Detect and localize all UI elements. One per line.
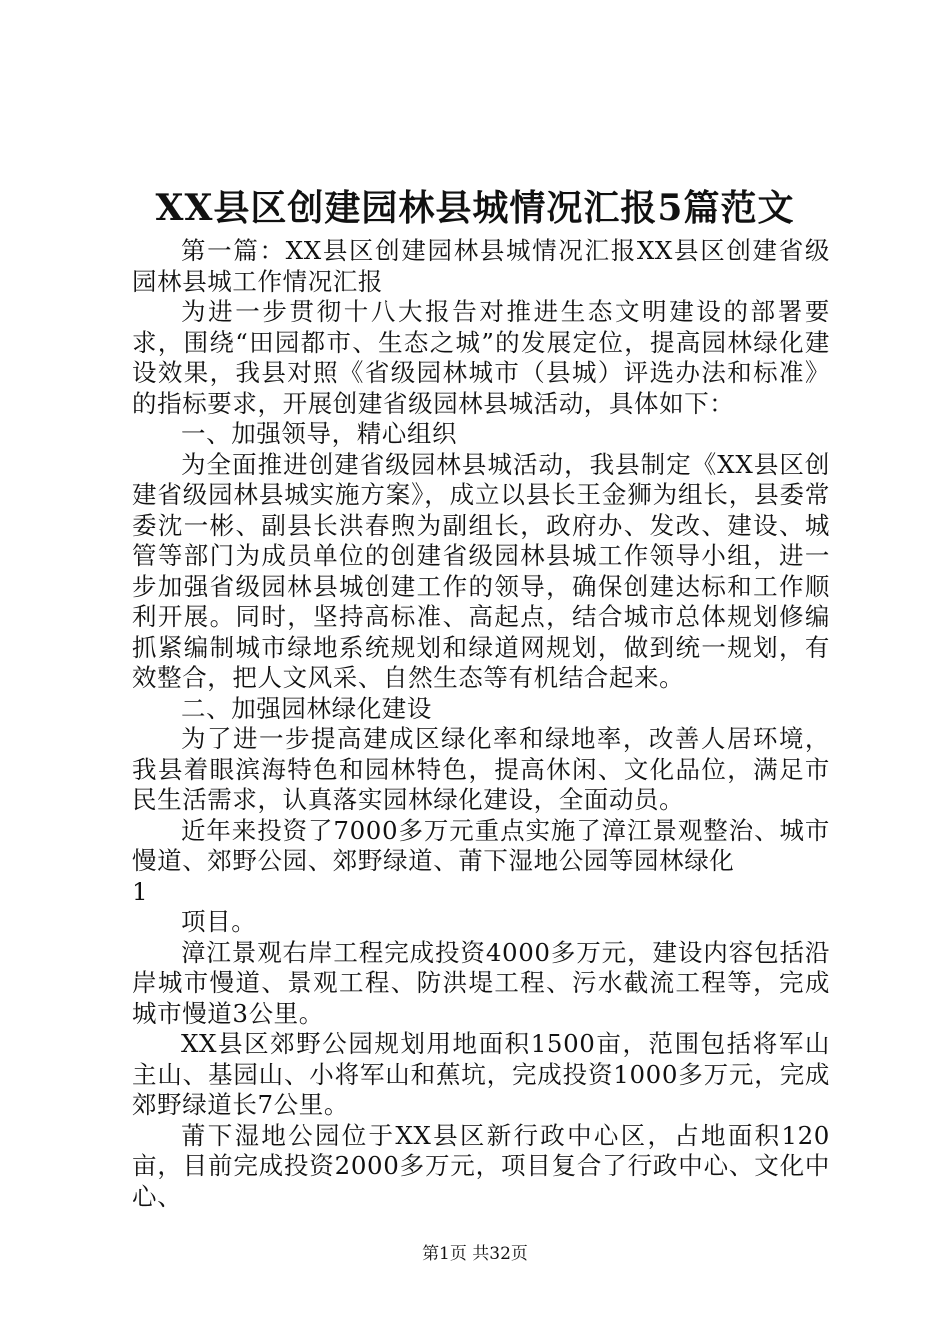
paragraph: XX县区郊野公园规划用地面积1500亩，范围包括将军山主山、基园山、小将军山和蕉坑，完成投资1000多万元，完成郊野绿道长7公里。 <box>132 1029 830 1119</box>
document-title: XX县区创建园林县城情况汇报5篇范文 <box>155 187 795 229</box>
section-heading: 二、加强园林绿化建设 <box>181 693 432 723</box>
document-body <box>132 236 830 1212</box>
paragraph-intro: 第一篇：XX县区创建园林县城情况汇报XX县区创建省级园林县城工作情况汇报 <box>132 236 830 296</box>
paragraph: 莆下湿地公园位于XX县区新行政中心区，占地面积120亩，目前完成投资2000多万元，项目复合了行政中心、文化中心、 <box>132 1120 830 1211</box>
paragraph: 为进一步贯彻十八大报告对推进生态文明建设的部署要求，围绕“田园都市、生态之城”的发展定位，提高园林绿化建设效果，我县对照《省级园林城市（县城）评选办法和标准》的指标要求，开展创建省级园林县城活动，具体如下： <box>132 297 830 418</box>
page-footer: 第1页 共32页 <box>422 1244 528 1264</box>
paragraph: 近年来投资了7000多万元重点实施了漳江景观整治、城市慢道、郊野公园、郊野绿道、莆下湿地公园等园林绿化 <box>132 815 830 875</box>
inline-page-number: 1 <box>132 876 149 906</box>
section-heading: 一、加强领导，精心组织 <box>181 419 458 448</box>
paragraph: 漳江景观右岸工程完成投资4000多万元，建设内容包括沿岸城市慢道、景观工程、防洪堤工程、污水截流工程等，完成城市慢道3公里。 <box>132 937 830 1028</box>
paragraph: 项目。 <box>181 907 257 936</box>
paragraph: 为了进一步提高建成区绿化率和绿地率，改善人居环境，我县着眼滨海特色和园林特色，提高休闲、文化品位，满足市民生活需求，认真落实园林绿化建设，全面动员。 <box>132 724 830 814</box>
paragraph: 为全面推进创建省级园林县城活动，我县制定《XX县区创建省级园林县城实施方案》，成立以县长王金狮为组长，县委常委沈一彬、副县长洪春煦为副组长，政府办、发改、建设、城管等部门为成员单位的创建省级园林县城工作领导小组，进一步加强省级园林县城创建工作的领导，确保创建达标和工作顺利开展。同时，坚持高标准、高起点，结合城市总体规划修编抓紧编制城市绿地系统规划和绿道网规划，做到统一规划，有效整合，把人文风采、自然生态等有机结合起来。 <box>132 449 830 692</box>
